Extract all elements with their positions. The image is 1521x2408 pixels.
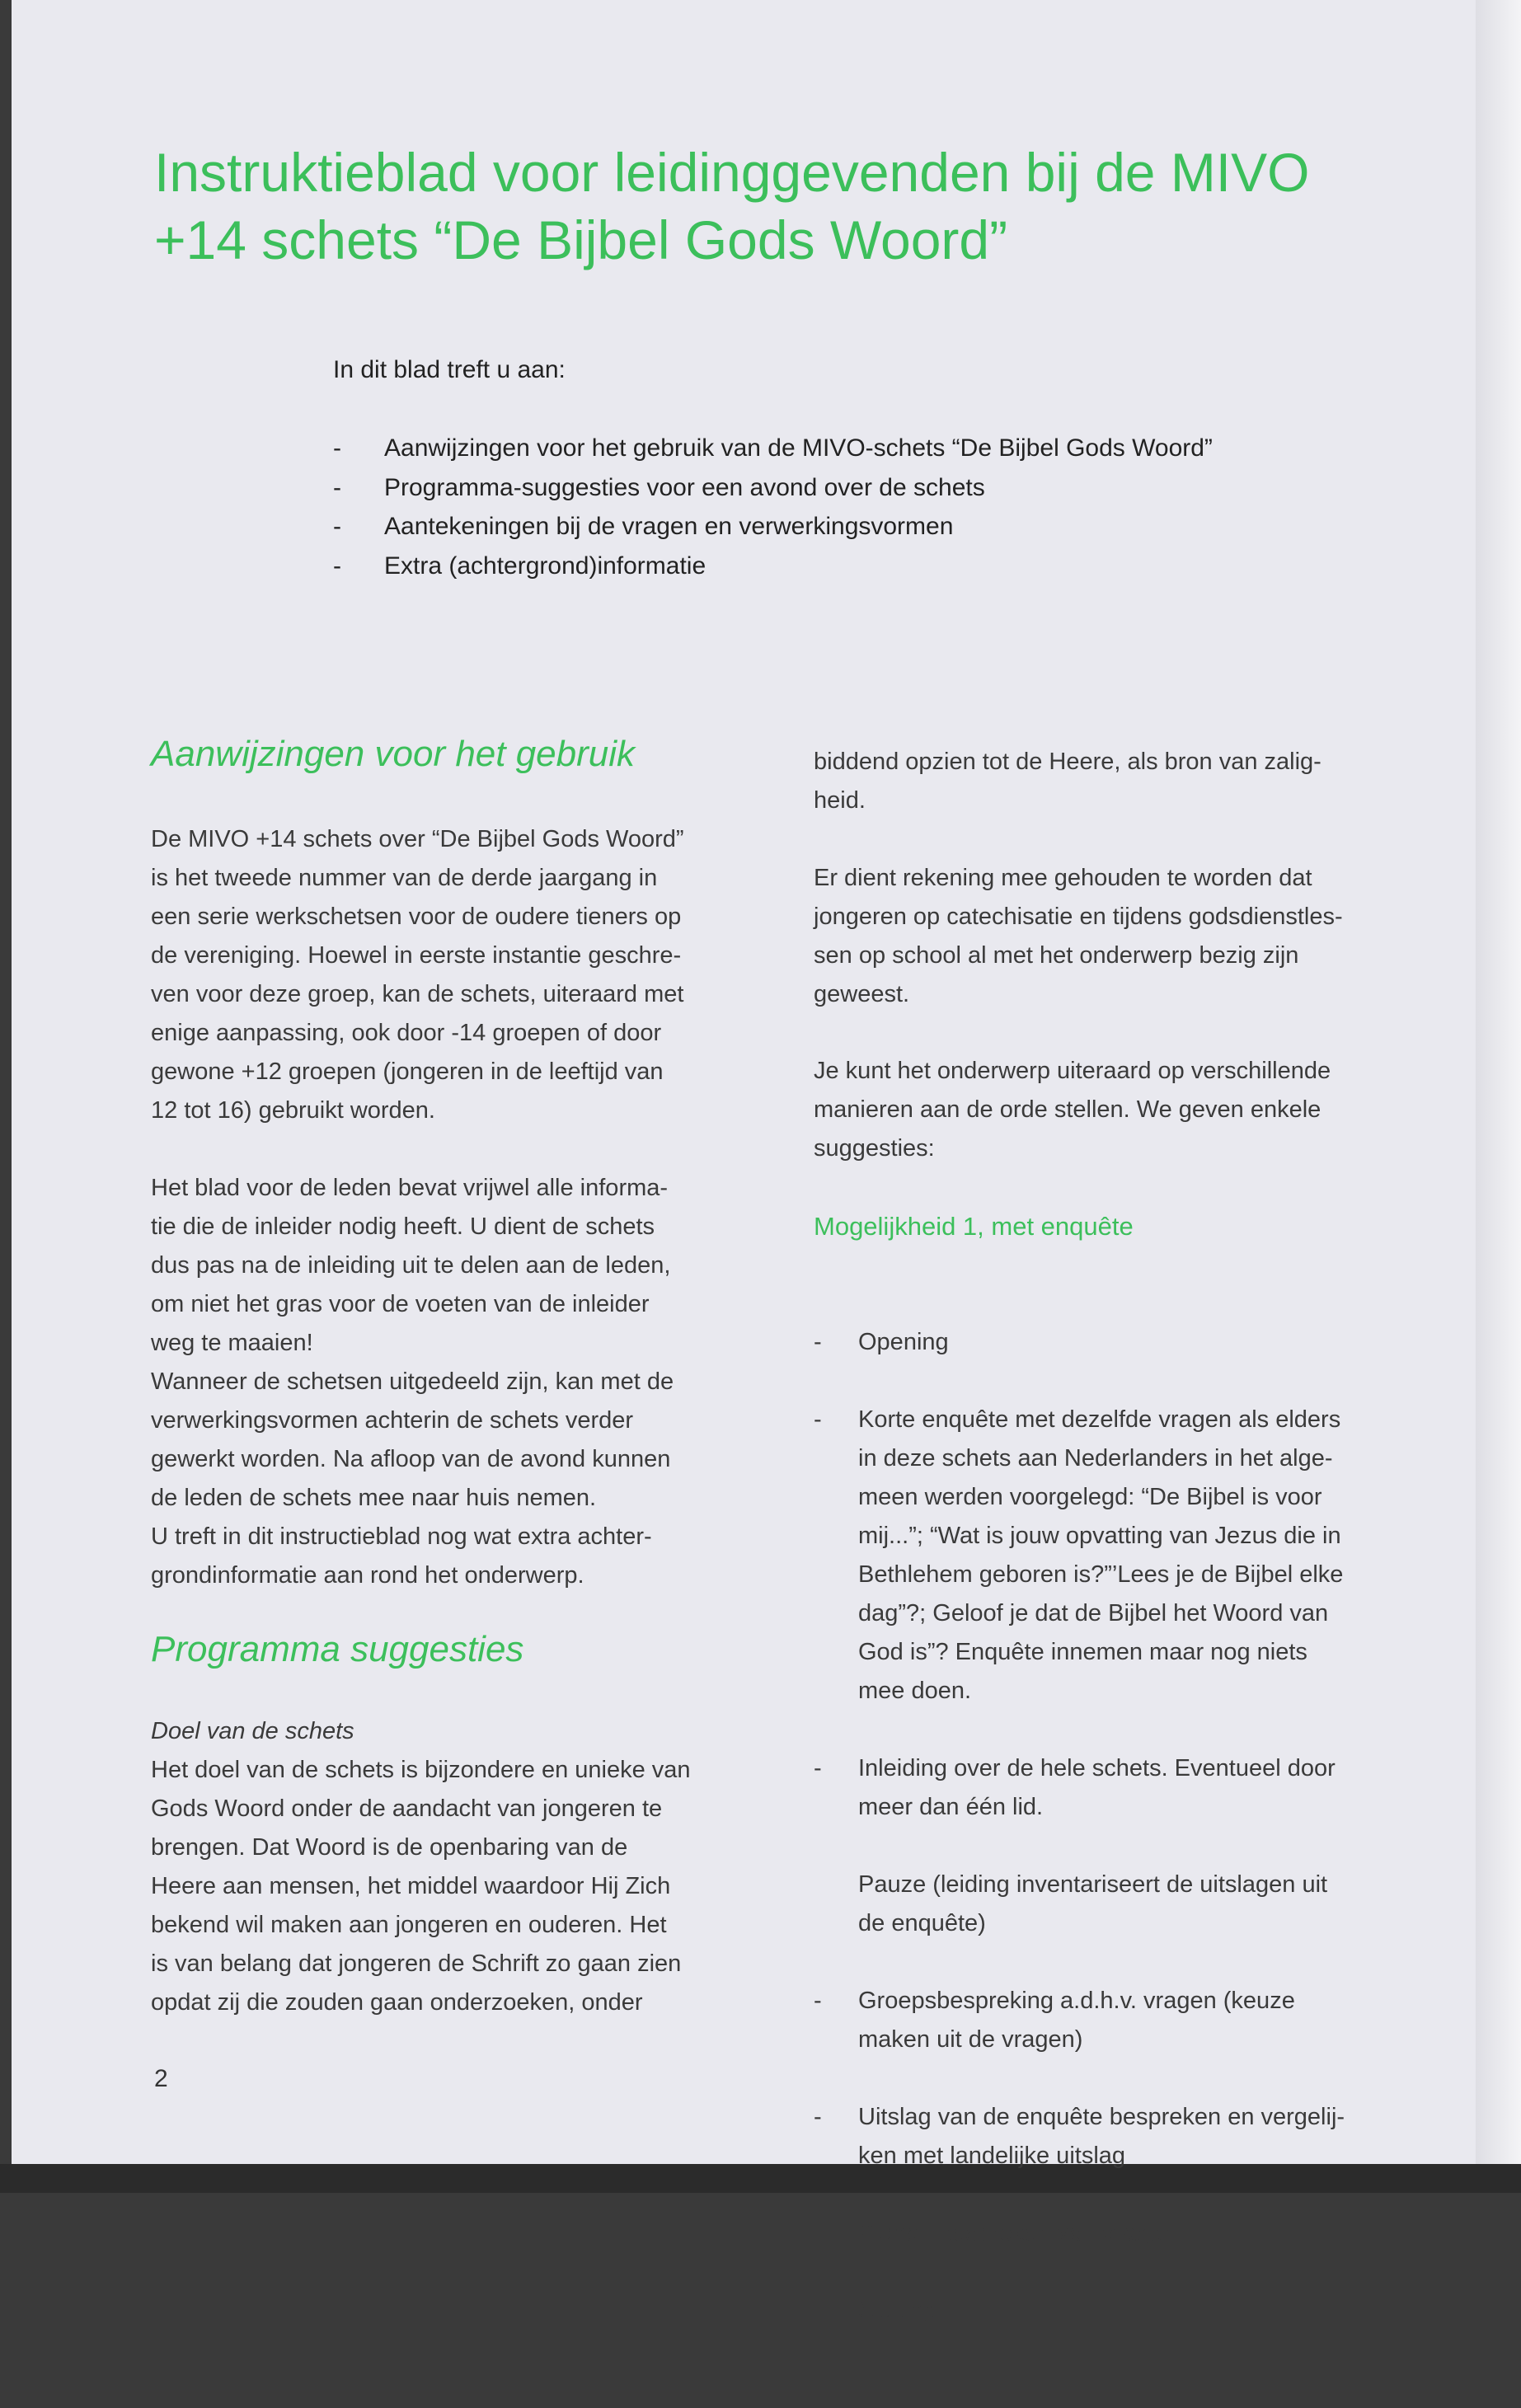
list-item-text: Uitslag van de enquête bespreken en vergelij- ken met landelijke uitslag	[858, 2104, 1345, 2169]
list-item-text: Inleiding over de hele schets. Eventueel door meer dan één lid.	[858, 1755, 1336, 1820]
paragraph: Het doel van de schets is bijzondere en unieke van Gods Woord onder de aandacht van jongeren te brengen. Dat Woord is de openbaring van de Heere aan mensen, het middel waardoor Hij Zich bekend wil maken aan jongeren en ouderen. Het is van belang dat jongeren de Schrift zo gaan zien opdat zij die zouden gaan onderzoeken, onder	[151, 1757, 691, 2016]
program-steps	[814, 1246, 1407, 2408]
list-item-text: Opening	[858, 1329, 949, 1355]
list-item-text: Extra (achtergrond)informatie	[384, 552, 707, 580]
page-title: Instruktieblad voor leidinggevenden bij de MIVO +14 schets “De Bijbel Gods Woord”	[154, 142, 1310, 270]
paragraph: biddend opzien tot de Heere, als bron van zalig- heid.	[814, 749, 1321, 814]
list-item-text: Pauze (leiding inventariseert de uitslagen uit de enquête)	[858, 1871, 1328, 1936]
page-number: 2	[154, 2065, 168, 2092]
paragraph: Je kunt het onderwerp uiteraard op verschillende manieren aan de orde stellen. We geven enkele suggesties:	[814, 1058, 1331, 1162]
list-item-text: Groepsbespreking a.d.h.v. vragen (keuze maken uit de vragen)	[858, 1988, 1295, 2053]
section-heading-program: Programma suggesties	[151, 1629, 524, 1669]
list-item: - Inleiding over de hele schets. Eventueel door meer dan één lid.	[814, 1755, 1336, 1820]
list-item: - Extra (achtergrond)informatie	[333, 552, 707, 580]
intro-list	[333, 429, 1213, 585]
paragraph: Er dient rekening mee gehouden te worden dat jongeren op catechisatie en tijdens godsdienstles- sen op school al met het onderwerp bezig zijn geweest.	[814, 865, 1343, 1007]
paragraph: Het blad voor de leden bevat vrijwel alle informa- tie die de inleider nodig heeft. U dient de schets dus pas na de inleiding uit te delen aan de leden, om niet het gras voor de voeten van de inleider weg te maaien! Wanneer de schetsen uitgedeeld zijn, kan met de verwerkingsvormen achterin de schets verder gewerkt worden. Na afloop van de avond kunnen de leden de schets mee naar huis nemen. U treft in dit instructieblad nog wat extra achter- grondinformatie aan rond het onderwerp.	[151, 1175, 674, 1589]
list-item-text: Plenair bespreken van vragen	[858, 2220, 1176, 2246]
intro-lead: In dit blad treft u aan:	[333, 356, 566, 383]
list-item: - Aantekeningen bij de vragen en verwerkingsvormen	[333, 513, 954, 540]
list-item: - Aanwijzingen voor het gebruik van de MIVO-schets “De Bijbel Gods Woord”	[333, 434, 1213, 462]
page-edge	[1476, 0, 1521, 2164]
list-item: - Programma-suggesties voor een avond over de schets	[333, 473, 985, 501]
list-item: - Uitslag van de enquête bespreken en vergelij- ken met landelijke uitslag	[814, 2104, 1345, 2169]
list-item-text: Aantekeningen bij de vragen en verwerkingsvormen	[384, 513, 954, 540]
list-item: - Sluiting	[814, 2298, 937, 2324]
subheading: Doel van de schets	[151, 1718, 354, 1744]
list-item	[814, 1866, 1407, 1943]
list-item-text: Korte enquête met dezelfde vragen als elders in deze schets aan Nederlanders in het alge- meen werden voorgelegd: “De Bijbel is voor mij...”; “Wat is jouw opvatting van Jezus die in Bethlehem geboren is?”’Lees je de Bijbel elke dag”?; Geloof je dat de Bijbel het Woord van God is”? Enquête innemen maar nog niets mee doen.	[858, 1406, 1344, 1704]
list-item-text: Programma-suggesties voor een avond over de schets	[384, 473, 985, 501]
list-item-text: Aanwijzingen voor het gebruik van de MIVO-schets “De Bijbel Gods Woord”	[384, 434, 1213, 462]
paragraph: De MIVO +14 schets over “De Bijbel Gods Woord” is het tweede nummer van de derde jaargang in een serie werkschetsen voor de oudere tieners op de vereniging. Hoewel in eerste instantie geschre- ven voor deze groep, kan de schets, uiteraard met enige aanpassing, ook door -14 groepen of door gewone +12 groepen (jongeren in de leeftijd van 12 tot 16) gebruikt worden.	[151, 826, 684, 1124]
section-heading-usage: Aanwijzingen voor het gebruik	[151, 734, 636, 774]
list-item-text: Sluiting	[858, 2298, 937, 2324]
list-item: - Plenair bespreken van vragen	[814, 2220, 1176, 2246]
list-item: - Opening	[814, 1329, 949, 1355]
option-heading: Mogelijkheid 1, met enquête	[814, 1212, 1134, 1241]
list-item: - Groepsbespreking a.d.h.v. vragen (keuze maken uit de vragen)	[814, 1988, 1295, 2053]
list-item: - Korte enquête met dezelfde vragen als elders in deze schets aan Nederlanders in het alge- meen werden voorgelegd: “De Bijbel is voor mij...”; “Wat is jouw opvatting van Jezus die in Bethlehem geboren is?”’Lees je de Bijbel elke dag”?; Geloof je dat de Bijbel het Woord van God is”? Enquête innemen maar nog niets mee doen.	[814, 1406, 1344, 1704]
